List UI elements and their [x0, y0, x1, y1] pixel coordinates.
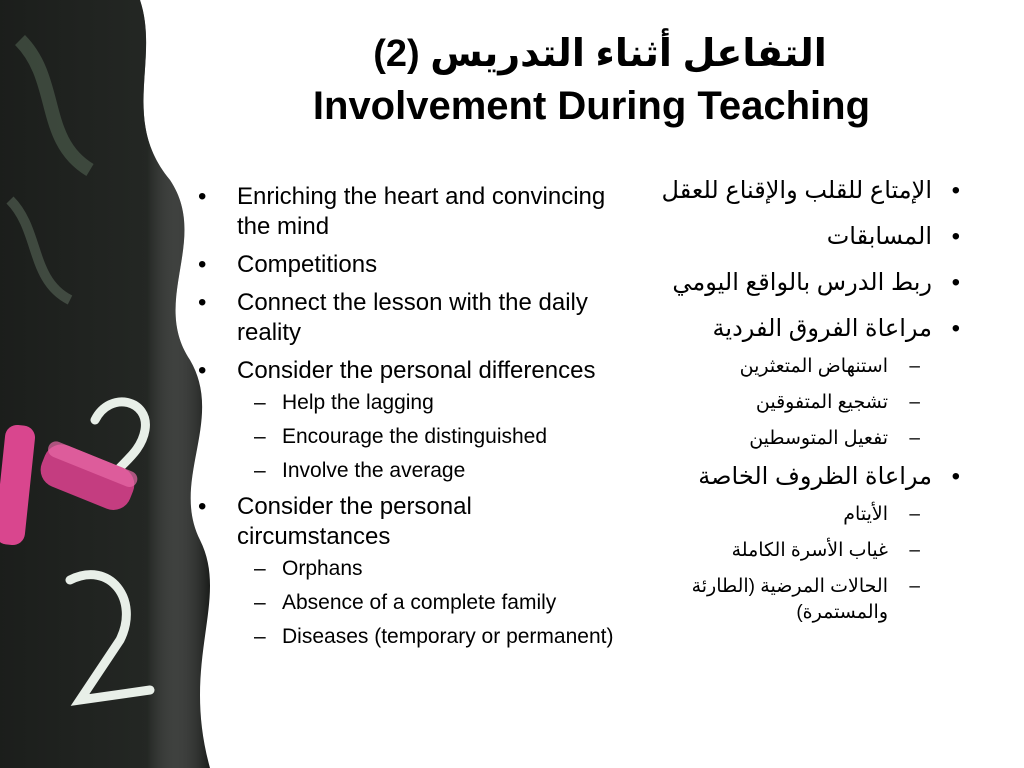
sub-item-text: غياب الأسرة الكاملة — [731, 540, 888, 561]
sub-item-text: Diseases (temporary or permanent) — [282, 625, 614, 648]
dash-icon: – — [909, 576, 920, 597]
bullet-icon: • — [198, 289, 207, 316]
dash-icon: – — [254, 391, 266, 414]
list-item — [620, 176, 960, 206]
list-item-text: Enriching the heart and convincing the mind — [237, 183, 606, 240]
sub-item-text: Encourage the distinguished — [282, 425, 548, 448]
sub-item-text: Absence of a complete family — [282, 591, 557, 614]
sub-item-text: Involve the average — [282, 459, 466, 482]
sub-item — [196, 556, 626, 582]
bullet-icon: • — [198, 251, 207, 278]
sub-item-text: Help the lagging — [282, 391, 434, 414]
sub-item-text: الحالات المرضية (الطارئة والمستمرة) — [691, 576, 888, 623]
list-item — [196, 356, 626, 386]
list-item — [196, 250, 626, 280]
bullet-icon: • — [951, 315, 960, 342]
list-item-text: الإمتاع للقلب والإقناع للعقل — [661, 177, 932, 204]
dash-icon: – — [909, 428, 920, 449]
english-bullet-list — [196, 182, 626, 658]
list-item-text: ربط الدرس بالواقع اليومي — [672, 269, 932, 296]
list-item — [196, 182, 626, 242]
title-english: Involvement During Teaching — [312, 84, 870, 128]
sub-item — [620, 502, 960, 528]
list-item-text: Consider the personal differences — [237, 357, 596, 384]
list-item-text: Connect the lesson with the daily reality — [237, 289, 588, 346]
list-item-text: مراعاة الفروق الفردية — [712, 315, 932, 342]
dash-icon: – — [254, 625, 266, 648]
list-item-text: المسابقات — [826, 223, 932, 250]
title-arabic: التفاعل أثناء التدريس (2) — [373, 33, 827, 75]
list-item — [196, 288, 626, 348]
sub-item — [620, 538, 960, 564]
bullet-icon: • — [951, 177, 960, 204]
bullet-icon: • — [198, 183, 207, 210]
bullet-icon: • — [951, 269, 960, 296]
sub-item — [196, 390, 626, 416]
list-item-text: مراعاة الظروف الخاصة — [698, 463, 932, 490]
sub-item — [620, 574, 960, 626]
sub-item-text: الأيتام — [843, 504, 888, 525]
dash-icon: – — [254, 591, 266, 614]
list-item — [620, 314, 960, 344]
arabic-bullet-list — [620, 176, 960, 636]
sub-item — [620, 426, 960, 452]
list-item-text: Competitions — [237, 251, 378, 278]
bullet-icon: • — [198, 357, 207, 384]
sub-item-text: استنهاض المتعثرين — [739, 356, 888, 377]
list-item — [196, 492, 626, 552]
list-item — [620, 222, 960, 252]
dash-icon: – — [909, 392, 920, 413]
bullet-icon: • — [951, 463, 960, 490]
sub-item-text: Orphans — [282, 557, 363, 580]
sub-item-text: تشجيع المتفوقين — [755, 392, 888, 413]
sub-item-text: تفعيل المتوسطين — [749, 428, 888, 449]
dash-icon: – — [254, 557, 266, 580]
bullet-icon: • — [951, 223, 960, 250]
list-item — [620, 462, 960, 492]
sub-item — [196, 624, 626, 650]
dash-icon: – — [909, 504, 920, 525]
sub-item — [620, 390, 960, 416]
sub-item — [196, 458, 626, 484]
sub-item — [196, 590, 626, 616]
list-item — [620, 268, 960, 298]
dash-icon: – — [909, 540, 920, 561]
sub-item — [620, 354, 960, 380]
list-item-text: Consider the personal circumstances — [237, 493, 472, 550]
dash-icon: – — [254, 459, 266, 482]
dash-icon: – — [254, 425, 266, 448]
dash-icon: – — [909, 356, 920, 377]
sub-item — [196, 424, 626, 450]
bullet-icon: • — [198, 493, 207, 520]
slide-title — [200, 28, 880, 132]
